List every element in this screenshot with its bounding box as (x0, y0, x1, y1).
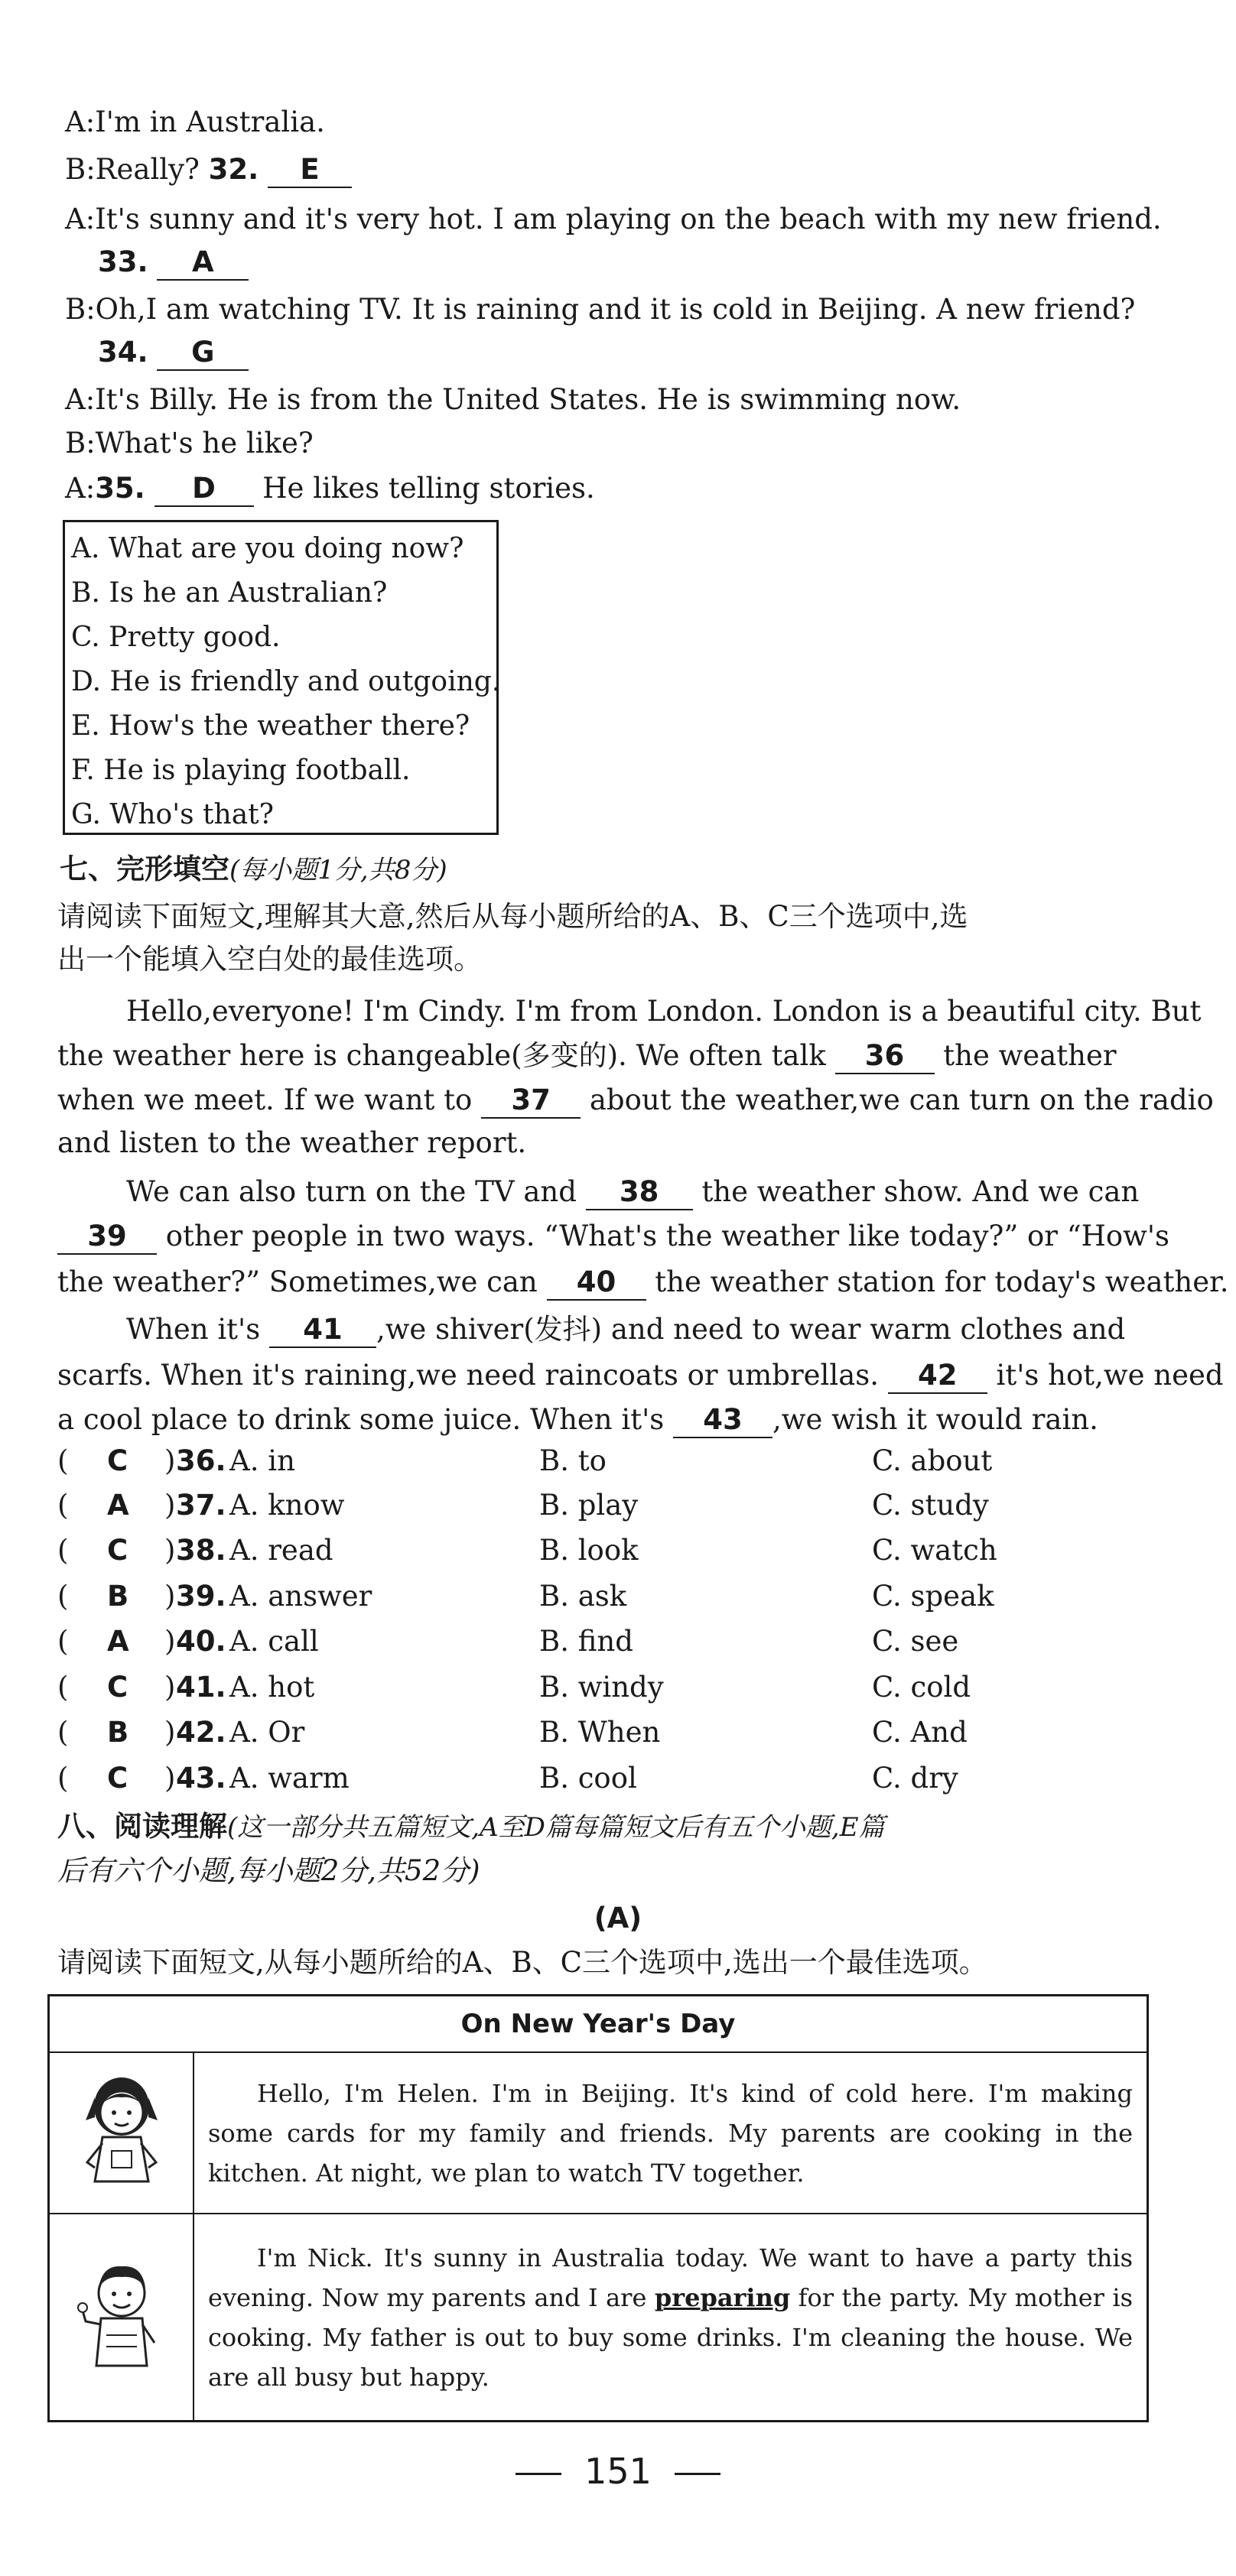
section-note: (每小题1分,共8分) (229, 855, 447, 885)
dialogue-line-4 (98, 243, 249, 281)
selected-answer[interactable]: A (107, 1489, 129, 1522)
girl-illustration-icon (72, 2067, 171, 2197)
passage-text: We can also turn on the TV and (126, 1175, 577, 1208)
choice-c[interactable]: C. And (872, 1716, 968, 1749)
question-row (57, 1486, 1189, 1525)
passage-line (57, 1260, 1229, 1304)
section7-instruction-2: 出一个能填入空白处的最佳选项。 (57, 943, 482, 976)
blank-41[interactable]: 41 (269, 1313, 376, 1348)
paren-left: ( (57, 1534, 69, 1567)
passage-text: when we meet. If we want to (57, 1083, 473, 1116)
passage-text: about the weather,we can turn on the radio (589, 1083, 1214, 1116)
question-number: 36. (176, 1444, 226, 1477)
section-title: 七、完形填空 (60, 853, 229, 885)
page-number: 151 (584, 2451, 652, 2492)
paren-left: ( (57, 1489, 69, 1522)
blank-42[interactable]: 42 (888, 1359, 987, 1394)
dialogue-line-9 (65, 469, 595, 508)
options-box (63, 520, 499, 835)
choice-c[interactable]: C. cold (872, 1671, 971, 1704)
question-number: 35. (95, 472, 145, 505)
blank-39[interactable]: 39 (57, 1220, 157, 1255)
dialogue-line-6 (98, 333, 249, 372)
option-d: D. He is friendly and outgoing. (71, 666, 501, 697)
choice-c[interactable]: C. dry (872, 1762, 958, 1795)
question-number: 39. (176, 1580, 226, 1613)
passage-text: ,we shiver(发抖) and need to wear warm clothes and (376, 1313, 1126, 1346)
question-number: 41. (176, 1671, 226, 1704)
helen-text-cell (194, 2052, 1148, 2214)
passage-text: a cool place to drink some juice. When it's (57, 1403, 665, 1436)
section-note: (这一部分共五篇短文,A至D篇每篇短文后有五个小题,E篇 (227, 1812, 885, 1843)
choice-b[interactable]: B. When (539, 1716, 661, 1749)
question-number: 42. (176, 1716, 226, 1749)
question-number: 33. (98, 245, 148, 278)
choice-c[interactable]: C. study (872, 1489, 989, 1522)
paren-left: ( (57, 1580, 69, 1613)
paren-right: ) (164, 1671, 176, 1704)
dialogue-text: A: (65, 472, 96, 505)
choice-a[interactable]: A. read (229, 1534, 333, 1567)
choice-a[interactable]: A. Or (229, 1716, 305, 1749)
paren-right: ) (164, 1625, 176, 1658)
choice-b[interactable]: B. play (539, 1489, 639, 1522)
section-title: 八、阅读理解 (57, 1810, 227, 1843)
selected-answer[interactable]: C (107, 1444, 128, 1477)
question-row (57, 1577, 1189, 1616)
choice-a[interactable]: A. call (229, 1625, 319, 1658)
question-number: 34. (98, 336, 148, 369)
paren-left: ( (57, 1716, 69, 1749)
nick-text: for the party. My mother is cooking. My father is out to buy some drinks. I'm cleaning the house. We are all busy but happy. (208, 2282, 1134, 2392)
passage-line (126, 1170, 1139, 1214)
dialogue-line-7: A:It's Billy. He is from the United States. He is swimming now. (65, 383, 961, 416)
choice-a[interactable]: A. in (229, 1444, 295, 1477)
question-row (57, 1622, 1189, 1662)
helen-picture (49, 2052, 194, 2214)
nick-text-cell (194, 2214, 1148, 2421)
choice-b[interactable]: B. windy (539, 1671, 664, 1704)
choice-c[interactable]: C. watch (872, 1534, 997, 1567)
choice-b[interactable]: B. look (539, 1534, 639, 1567)
selected-answer[interactable]: C (107, 1671, 128, 1704)
keyword-preparing: preparing (654, 2282, 791, 2312)
page-footer (0, 2451, 1236, 2492)
passage-text: scarfs. When it's raining,we need raincoats or umbrellas. (57, 1359, 880, 1392)
dialogue-line-1: A:I'm in Australia. (65, 106, 325, 138)
paren-right: ) (164, 1489, 176, 1522)
paren-left: ( (57, 1762, 69, 1795)
dialogue-line-2 (65, 151, 352, 189)
question-row (57, 1531, 1189, 1571)
selected-answer[interactable]: C (107, 1534, 128, 1567)
answer-blank-32[interactable]: E (268, 153, 352, 188)
paren-right: ) (164, 1534, 176, 1567)
paren-right: ) (164, 1444, 176, 1477)
choice-c[interactable]: C. see (872, 1625, 959, 1658)
passage-line (126, 1307, 1125, 1352)
option-c: C. Pretty good. (71, 622, 281, 653)
choice-b[interactable]: B. cool (539, 1762, 637, 1795)
nick-paragraph (208, 2238, 1133, 2397)
option-b: B. Is he an Australian? (71, 577, 388, 609)
dialogue-text: He likes telling stories. (262, 472, 595, 505)
nick-text: I'm Nick. It's sunny in Australia today. We want to have a party this evening. Now my parents and I are (208, 2243, 1133, 2312)
choice-c[interactable]: C. about (872, 1444, 993, 1477)
section7-heading (60, 847, 447, 892)
passage-line (57, 1214, 1169, 1259)
paren-left: ( (57, 1671, 69, 1704)
section8-instruction: 请阅读下面短文,从每小题所给的A、B、C三个选项中,选出一个最佳选项。 (57, 1946, 987, 1979)
choice-c[interactable]: C. speak (872, 1580, 994, 1613)
selected-answer[interactable]: B (107, 1580, 129, 1613)
choice-a[interactable]: A. hot (229, 1671, 315, 1704)
passage-line (57, 1078, 1214, 1122)
question-number: 32. (208, 153, 259, 186)
passage-text: the weather show. And we can (701, 1175, 1140, 1208)
choice-a[interactable]: A. warm (229, 1762, 350, 1795)
option-e: E. How's the weather there? (71, 710, 470, 742)
question-number: 38. (176, 1534, 226, 1567)
passage-text: the weather here is changeable(多变的). We often talk (57, 1039, 826, 1072)
passage-text: the weather?” Sometimes,we can (57, 1265, 538, 1298)
dash-left (516, 2473, 561, 2475)
passage-line: and listen to the weather report. (57, 1126, 527, 1159)
passage-text: other people in two ways. “What's the weather like today?” or “How's (165, 1220, 1170, 1252)
question-number: 43. (176, 1762, 226, 1795)
paren-right: ) (164, 1580, 176, 1613)
question-row (57, 1759, 1189, 1798)
section8-note-2: 后有六个小题,每小题2分,共52分) (57, 1854, 480, 1887)
blank-43[interactable]: 43 (673, 1403, 772, 1438)
nick-picture (49, 2214, 194, 2421)
dialogue-line-3: A:It's sunny and it's very hot. I am playing on the beach with my new friend. (65, 203, 1162, 236)
selected-answer[interactable]: A (107, 1625, 129, 1658)
reading-title: On New Year's Day (49, 1996, 1148, 2053)
passage-text: it's hot,we need (996, 1359, 1224, 1392)
reading-table (47, 1994, 1149, 2422)
passage-text: When it's (126, 1313, 261, 1346)
choice-a[interactable]: A. know (229, 1489, 345, 1522)
question-row (57, 1441, 1189, 1481)
paren-right: ) (164, 1716, 176, 1749)
question-row (57, 1713, 1189, 1753)
choice-a[interactable]: A. answer (229, 1580, 372, 1613)
blank-38[interactable]: 38 (586, 1175, 693, 1210)
dialogue-line-8: B:What's he like? (65, 427, 314, 460)
dialogue-line-5: B:Oh,I am watching TV. It is raining and it is cold in Beijing. A new friend? (65, 293, 1136, 326)
blank-36[interactable]: 36 (835, 1039, 935, 1074)
section8-heading (57, 1804, 885, 1850)
answer-blank-35[interactable]: D (154, 472, 254, 507)
passage-line (57, 1398, 1098, 1442)
question-number: 37. (176, 1489, 226, 1522)
option-a: A. What are you doing now? (71, 533, 464, 564)
choice-b[interactable]: B. to (539, 1444, 607, 1477)
answer-blank-34[interactable]: G (157, 336, 249, 371)
selected-answer[interactable]: C (107, 1762, 128, 1795)
helen-paragraph: Hello, I'm Helen. I'm in Beijing. It's kind of cold here. I'm making some cards for my family and friends. My parents are cooking in the kitchen. At night, we plan to watch TV together. (208, 2078, 1133, 2188)
passage-text: ,we wish it would rain. (772, 1403, 1098, 1436)
dialogue-text: B:Really? (65, 153, 200, 186)
passage-label: (A) (594, 1902, 642, 1934)
passage-text: the weather (943, 1039, 1117, 1072)
section7-instruction-1: 请阅读下面短文,理解其大意,然后从每小题所给的A、B、C三个选项中,选 (57, 900, 968, 933)
question-row (57, 1668, 1189, 1707)
choice-b[interactable]: B. find (539, 1625, 633, 1658)
boy-illustration-icon (72, 2251, 171, 2381)
option-f: F. He is playing football. (71, 755, 411, 786)
paren-left: ( (57, 1444, 69, 1477)
question-number: 40. (176, 1625, 226, 1658)
choice-b[interactable]: B. ask (539, 1580, 627, 1613)
paren-left: ( (57, 1625, 69, 1658)
passage-text: the weather station for today's weather. (655, 1265, 1229, 1298)
answer-blank-33[interactable]: A (157, 245, 249, 281)
passage-line (57, 1034, 1117, 1078)
paren-right: ) (164, 1762, 176, 1795)
dash-right (675, 2473, 720, 2475)
blank-37[interactable]: 37 (481, 1083, 581, 1119)
selected-answer[interactable]: B (107, 1716, 129, 1749)
passage-line (57, 1353, 1224, 1398)
blank-40[interactable]: 40 (547, 1265, 646, 1301)
option-g: G. Who's that? (71, 799, 274, 830)
passage-line: Hello,everyone! I'm Cindy. I'm from London. London is a beautiful city. But (126, 995, 1202, 1028)
